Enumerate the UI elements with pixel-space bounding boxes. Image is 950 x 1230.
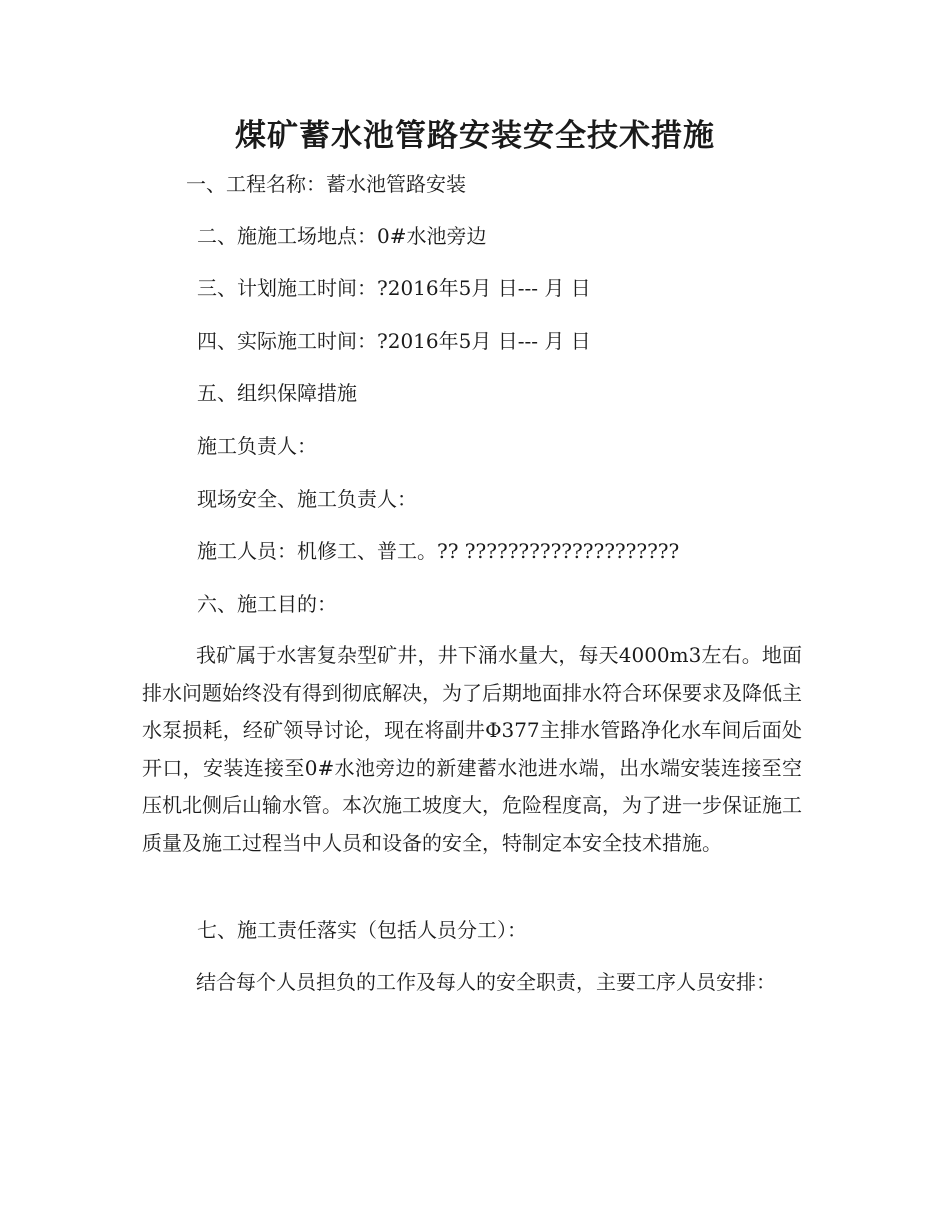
document-title: 煤矿蓄水池管路安装安全技术措施 [235,118,715,154]
project-name-line: 一、工程名称：蓄水池管路安装 [186,172,466,196]
personnel-line: 施工人员：机修工、普工。?? ???????????????????? [197,539,680,563]
construction-lead-line: 施工负责人： [197,434,317,458]
responsibility-heading: 七、施工责任落实（包括人员分工）： [197,918,527,942]
purpose-paragraph: 我矿属于水害复杂型矿井，井下涌水量大，每天4000m3左右。地面排水问题始终没有得到彻底解决，为了后期地面排水符合环保要求及降低主水泵损耗，经矿领导讨论，现在将副井Φ377主排水管路净化水车间后面处开口，安装连接至0#水池旁边的新建蓄水池进水端，出水端安装连接至空压机北侧后山输水管。本次施工坡度大，危险程度高，为了进一步保证施工质量及施工过程当中人员和设备的安全，特制定本安全技术措施。 [142,643,802,855]
actual-time-line: 四、实际施工时间：?2016年5月 日--- 月 日 [197,329,591,353]
responsibility-paragraph: 结合每个人员担负的工作及每人的安全职责，主要工序人员安排： [196,970,776,994]
site-safety-lead-line: 现场安全、施工负责人： [197,487,417,511]
planned-time-line: 三、计划施工时间：?2016年5月 日--- 月 日 [197,276,591,300]
site-line: 二、施施工场地点：0#水池旁边 [197,224,487,248]
org-measures-heading: 五、组织保障措施 [197,381,357,405]
purpose-heading: 六、施工目的： [197,592,337,616]
